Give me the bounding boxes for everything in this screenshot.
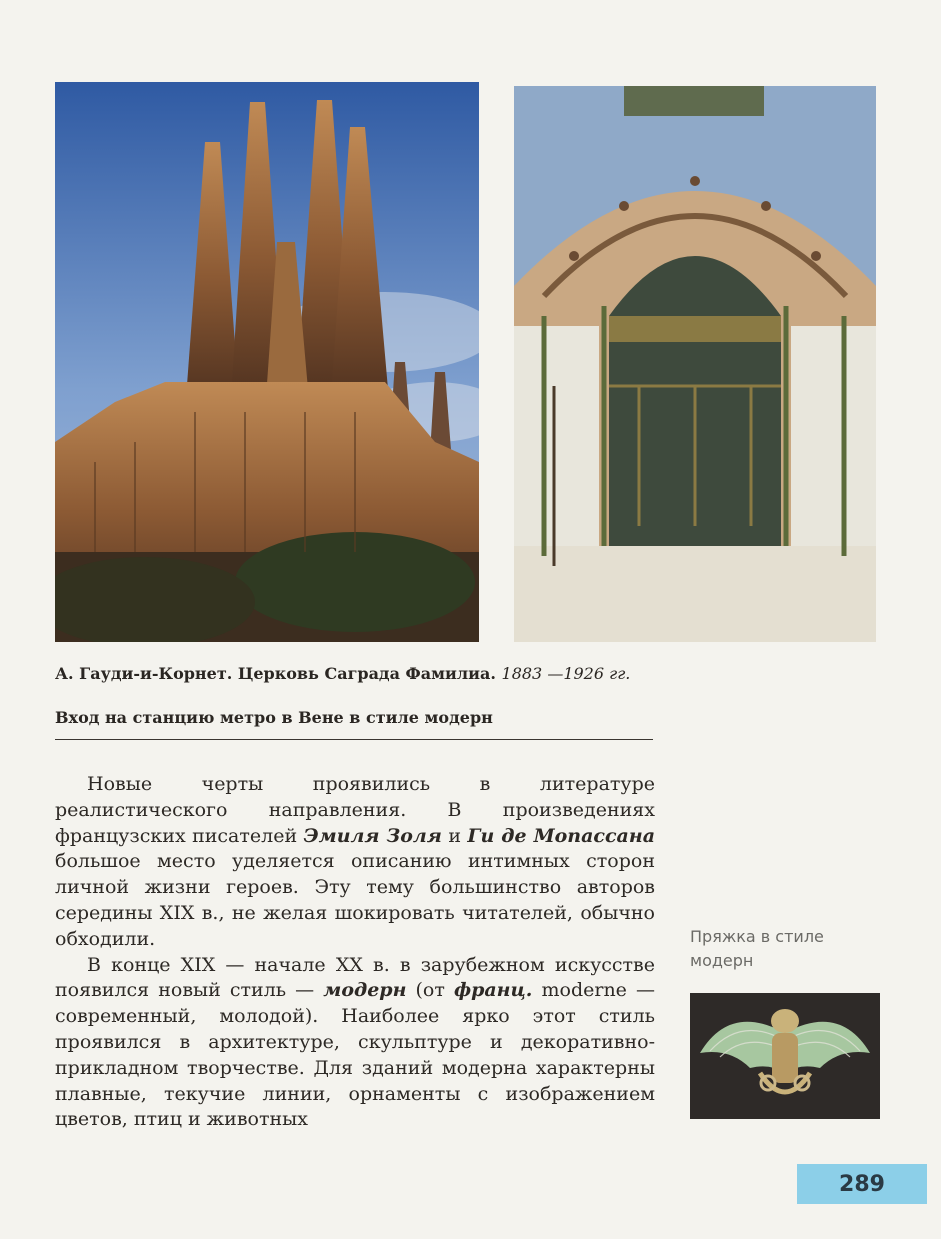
sagrada-caption-title: А. Гауди-и-Корнет. Церковь Саграда Фамилиа. <box>55 664 496 683</box>
p1-text-a: Новые черты проявились в литературе реалистического направления. В произведениях французских писателей <box>55 773 655 847</box>
p1-text-b: большое место уделяется описанию интимных сторон личной жизни героев. Эту тему большинство авторов середины XIX в., не желая шокировать читателей, обычно обходили. <box>55 850 655 950</box>
p1-name-zola: Эмиля Золя <box>303 824 442 847</box>
sagrada-caption <box>55 664 755 683</box>
p2-text-b: moderne — современный, молодой). Наиболее ярко этот стиль проявился в архитектуре, скульптуре и декоративно-прикладном творчестве. Для зданий модерна характерны плавные, текучие линии, орнаменты с изображением цветов, птиц и животных <box>55 979 655 1131</box>
page-number: 289 <box>797 1164 927 1204</box>
p2-lang: франц. <box>453 979 533 1002</box>
sagrada-caption-dates: 1883 —1926 гг. <box>501 664 631 683</box>
paragraph-1 <box>55 772 655 953</box>
paragraph-2 <box>55 953 655 1134</box>
p1-and: и <box>441 824 468 847</box>
body-text <box>55 772 655 1133</box>
p2-term-modern: модерн <box>323 979 407 1002</box>
buckle-caption: Пряжка в стиле модерн <box>690 927 824 970</box>
p2-from: (от <box>406 979 454 1002</box>
vienna-metro-photo <box>514 86 876 642</box>
p2-text-a: В конце XIX — начале XX в. в зарубежном искусстве появился новый стиль — <box>55 953 655 1002</box>
p1-name-maupassant: Ги де Мопассана <box>467 824 656 847</box>
caption-divider <box>55 739 653 740</box>
buckle-photo <box>690 993 880 1119</box>
metro-caption: Вход на станцию метро в Вене в стиле модерн <box>55 708 493 727</box>
sagrada-familia-photo <box>55 82 479 642</box>
